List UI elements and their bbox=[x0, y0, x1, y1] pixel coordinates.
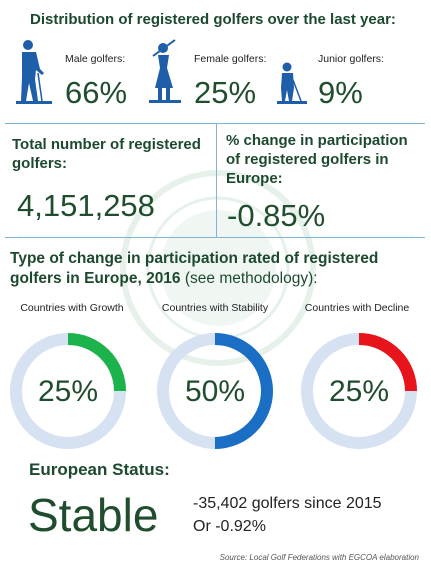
male-golfers-label: Male golfers: bbox=[65, 53, 126, 65]
change-value: -0.85% bbox=[227, 198, 326, 233]
type-change-title-bold: Type of change in participation rated of registered golfers in Europe, 2016 bbox=[10, 250, 379, 287]
status-detail-golfers: -35,402 golfers since 2015 bbox=[193, 495, 382, 512]
european-status-value: Stable bbox=[28, 489, 159, 541]
female-golfers-label: Female golfers: bbox=[194, 53, 267, 65]
middle-divider bbox=[216, 123, 217, 237]
type-change-title-rest: (see methodology): bbox=[180, 270, 318, 287]
change-title: % change in participation of registered golfers in Europe: bbox=[226, 132, 408, 187]
total-golfers-title: Total number of registered golfers: bbox=[12, 136, 201, 172]
top-divider bbox=[5, 123, 425, 124]
growth-value: 25% bbox=[37, 375, 99, 408]
female-golfer-icon bbox=[145, 38, 185, 105]
decline-label: Countries with Decline bbox=[304, 302, 410, 314]
distribution-title: Distribution of registered golfers over the last year: bbox=[30, 11, 396, 28]
source-note: Source: Local Golf Federations with EGCOA elaboration bbox=[219, 553, 419, 562]
status-detail-percent: Or -0.92% bbox=[193, 518, 266, 535]
bottom-divider bbox=[5, 237, 425, 238]
decline-value: 25% bbox=[328, 375, 390, 408]
junior-golfers-label: Junior golfers: bbox=[318, 53, 384, 65]
stability-label: Countries with Stability bbox=[161, 302, 269, 314]
male-golfer-icon bbox=[14, 39, 54, 105]
growth-label: Countries with Growth bbox=[20, 302, 124, 314]
stability-value: 50% bbox=[184, 375, 246, 408]
junior-golfers-value: 9% bbox=[318, 75, 363, 110]
type-change-title bbox=[10, 249, 430, 289]
male-golfers-value: 66% bbox=[65, 75, 128, 110]
european-status-title: European Status: bbox=[29, 460, 170, 479]
female-golfers-value: 25% bbox=[194, 75, 257, 110]
junior-golfer-icon bbox=[275, 62, 309, 105]
total-golfers-value: 4,151,258 bbox=[17, 188, 155, 223]
